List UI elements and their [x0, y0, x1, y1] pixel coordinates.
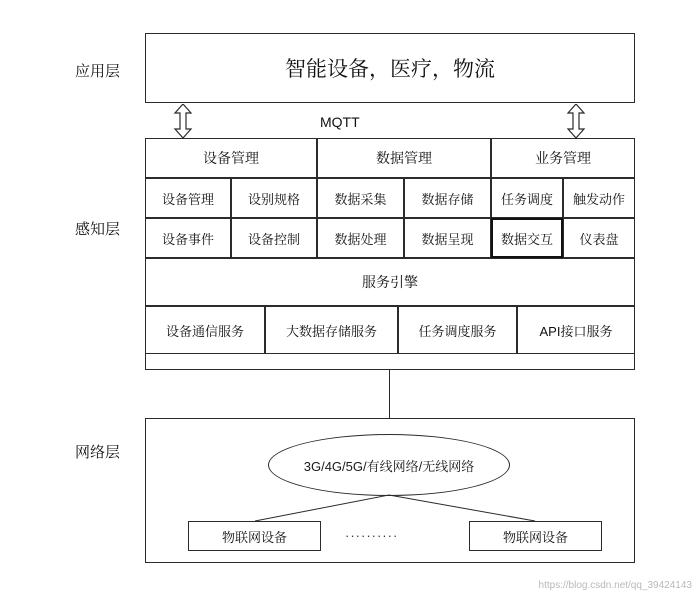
cell-device-spec: 设别规格: [231, 178, 317, 218]
cell-data-interaction: 数据交互: [491, 218, 563, 258]
layer-label-application: 应用层: [75, 63, 121, 80]
service-engine-box: 服务引擎: [145, 258, 635, 306]
double-arrow-left-icon: [173, 104, 193, 138]
iot-device-box-right: 物联网设备: [469, 521, 602, 551]
device-ellipsis: ··········: [345, 528, 399, 543]
layer-label-network: 网络层: [75, 444, 121, 461]
cell-data-storage: 数据存储: [404, 178, 491, 218]
mqtt-protocol-label: MQTT: [320, 114, 360, 130]
iot-device-box-left: 物联网设备: [188, 521, 321, 551]
cell-api-interface-service: API接口服务: [517, 306, 635, 354]
cell-bigdata-storage-service: 大数据存储服务: [265, 306, 398, 354]
cell-task-scheduling-service: 任务调度服务: [398, 306, 517, 354]
cell-device-management: 设备管理: [145, 178, 231, 218]
cell-data-collection: 数据采集: [317, 178, 404, 218]
cell-device-management-group: 设备管理: [145, 138, 317, 178]
watermark-text: https://blog.csdn.net/qq_39424143: [538, 580, 692, 591]
cell-device-communication-service: 设备通信服务: [145, 306, 265, 354]
cell-device-control: 设备控制: [231, 218, 317, 258]
application-layer-box: 智能设备，医疗，物流: [145, 33, 635, 103]
cell-business-management-group: 业务管理: [491, 138, 635, 178]
cell-data-processing: 数据处理: [317, 218, 404, 258]
cell-dashboard: 仪表盘: [563, 218, 635, 258]
network-cloud-ellipse: 3G/4G/5G/有线网络/无线网络: [268, 434, 510, 496]
cell-trigger-action: 触发动作: [563, 178, 635, 218]
layer-label-perception: 感知层: [75, 221, 121, 238]
cell-device-event: 设备事件: [145, 218, 231, 258]
cell-data-management-group: 数据管理: [317, 138, 491, 178]
cell-data-presentation: 数据呈现: [404, 218, 491, 258]
double-arrow-right-icon: [566, 104, 586, 138]
cell-task-scheduling: 任务调度: [491, 178, 563, 218]
layer-connector-line: [389, 370, 390, 418]
